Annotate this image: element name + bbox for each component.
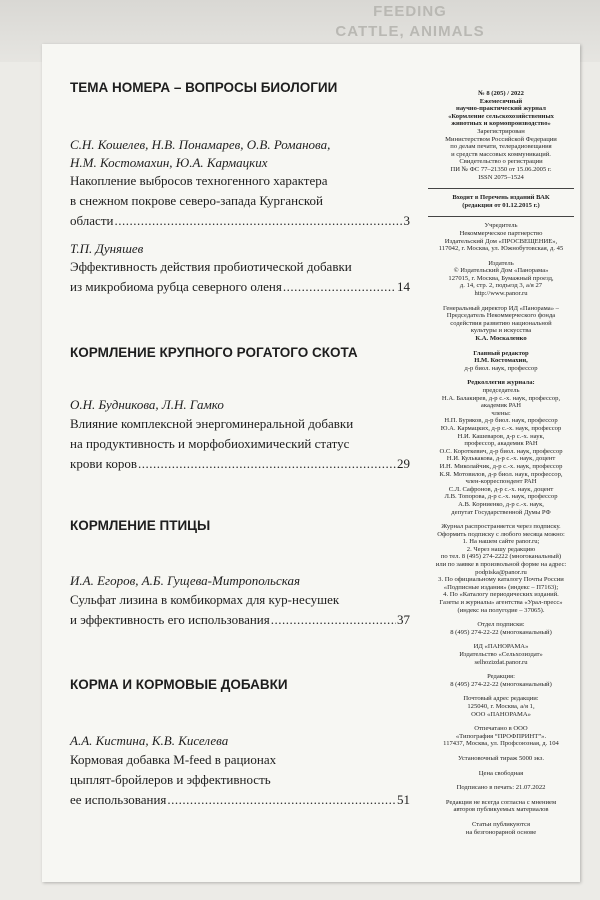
imprint-line: или по заявке в произвольной форме на адрес:: [435, 561, 567, 569]
imprint-block: [428, 799, 574, 814]
imprint-line: Н.М. Костомахин,: [474, 357, 528, 365]
article-authors: [70, 136, 415, 172]
imprint-block: [428, 770, 574, 778]
ghost-line: CATTLE, ANIMALS: [335, 23, 485, 40]
imprint-line: ООО «ПАНОРАМА»: [471, 710, 531, 718]
article-authors: [70, 572, 415, 590]
leader-dots: [138, 454, 396, 474]
authors-line: И.А. Егоров, А.Б. Гущева-Митропольская: [70, 573, 301, 588]
leader-dots: [167, 790, 396, 810]
imprint-line: Цена свободная: [478, 769, 524, 777]
article-authors: [70, 240, 415, 258]
imprint-line: 127015, г. Москва, Бумажный проезд,: [448, 274, 554, 282]
imprint-block: [428, 643, 574, 666]
article-authors: [70, 396, 415, 414]
title-line: области: [70, 213, 114, 228]
imprint-block: [428, 725, 574, 748]
imprint-line: http://www.panor.ru: [474, 290, 528, 298]
imprint-line: «Подписные издания» (индекс – П7163);: [443, 583, 559, 591]
imprint-line: Зарегистрирован: [477, 127, 525, 135]
imprint-line: Редакция не всегда согласна с мнением: [445, 798, 557, 806]
section-heading: КОРМЛЕНИЕ КРУПНОГО РОГАТОГО СКОТА: [70, 345, 358, 360]
imprint-line: К.А. Москаленко: [475, 335, 527, 343]
imprint-block: [428, 695, 574, 718]
imprint-line: Входит в Перечень изданий ВАК: [452, 194, 550, 202]
article-title[interactable]: [70, 590, 410, 630]
imprint-line: 8 (495) 274-22-22 (многоканальный): [450, 628, 552, 636]
imprint-line: содействия развитию национальной: [450, 319, 552, 327]
imprint-block: [428, 784, 574, 792]
title-line: Эффективность действия пробиотической добавки: [70, 259, 352, 274]
imprint-line: Установочный тираж 5000 экз.: [457, 754, 545, 762]
imprint-line: selhozizdat.panor.ru: [474, 658, 528, 666]
page-number: 51: [397, 792, 410, 807]
imprint-line: Отпечатано в ООО: [474, 725, 528, 733]
imprint-line: по делам печати, телерадиовещания: [450, 143, 552, 151]
title-line: Накопление выбросов техногенного характера: [70, 173, 328, 188]
imprint-block: [428, 90, 574, 181]
imprint-line: ПИ № ФС 77–21350 от 15.06.2005 г.: [450, 165, 552, 173]
imprint-line: профессор, академик РАН: [464, 440, 538, 448]
imprint-line: по тел. 8 (495) 274-2222 (многоканальный): [440, 553, 562, 561]
imprint-block: [428, 755, 574, 763]
imprint-line: Некоммерческое партнерство: [459, 229, 543, 237]
article-title[interactable]: [70, 257, 410, 297]
title-line: из микробиома рубца северного оленя: [70, 279, 282, 294]
section-heading: КОРМА И КОРМОВЫЕ ДОБАВКИ: [70, 677, 288, 692]
imprint-line: и средств массовых коммуникаций.: [451, 150, 551, 158]
imprint-line: Отдел подписки:: [477, 621, 525, 629]
imprint-line: № 8 (205) / 2022: [478, 90, 524, 97]
imprint-line: д-р биол. наук, профессор: [464, 364, 538, 372]
imprint-block: [428, 305, 574, 343]
imprint-line: депутат Государственной Думы РФ: [451, 508, 551, 516]
imprint-line: Генеральный директор ИД «Панорама» –: [443, 304, 559, 312]
imprint-line: Журнал распространяется через подписку.: [441, 523, 561, 531]
imprint-line: Свидетельство о регистрации: [459, 158, 543, 166]
toc-entry-row: [70, 790, 410, 810]
imprint-line: 2. Через нашу редакцию: [466, 545, 536, 553]
page-number: 37: [397, 612, 410, 627]
title-line: и эффективность его использования: [70, 612, 270, 627]
imprint-line: podpiska@panor.ru: [475, 568, 527, 576]
imprint-line: Статьи публикуются: [471, 820, 530, 828]
imprint-line: Редакция:: [487, 673, 515, 681]
imprint-line: А.В. Корниенко, д-р с.-х. наук,: [458, 500, 544, 508]
imprint-line: члены:: [491, 409, 511, 417]
title-line: цыплят-бройлеров и эффективность: [70, 772, 271, 787]
imprint-line: «Кормление сельскохозяйственных: [448, 112, 554, 120]
article-authors: [70, 732, 415, 750]
imprint-block: [428, 260, 574, 298]
imprint-line: 4. По «Каталогу периодических изданий.: [443, 591, 559, 599]
imprint-line: Л.В. Топорова, д-р с.-х. наук, профессор: [444, 493, 558, 501]
imprint-line: Редколлегия журнала:: [467, 379, 535, 387]
imprint-line: (редакция от 01.12.2015 г.): [462, 201, 540, 209]
imprint-line: Учредитель: [484, 222, 518, 230]
authors-line: Н.М. Костомахин, Ю.А. Кармацких: [70, 155, 268, 170]
title-line: Кормовая добавка M-feed в рационах: [70, 752, 277, 767]
imprint-line: Газеты и журналы» агентства «Урал-пресс»: [439, 599, 563, 607]
imprint-line: Ежемесячный: [479, 97, 523, 105]
imprint-line: © Издательский Дом «Панорама»: [453, 267, 549, 275]
divider: [428, 216, 574, 217]
leader-dots: [271, 610, 396, 630]
imprint-line: председатель: [482, 387, 520, 394]
imprint-line: «Типография “ПРОФПРИНТ”».: [455, 732, 547, 740]
imprint-block: [428, 222, 574, 252]
divider: [428, 188, 574, 189]
imprint-line: Издательство «Сельхозиздат»: [459, 651, 543, 658]
imprint-line: животных и кормопроизводство»: [451, 120, 551, 128]
imprint-line: И.Н. Миколайчик, д-р с.-х. наук, профессор: [439, 462, 563, 470]
leader-dots: [283, 277, 396, 297]
title-line: в снежном покрове северо-запада Курганской: [70, 193, 323, 208]
imprint-line: 8 (495) 274-22-22 (многоканальный): [450, 680, 552, 688]
imprint-line: Почтовый адрес редакции:: [463, 695, 539, 703]
imprint-line: Оформить подписку с любого месяца можно:: [437, 530, 565, 538]
imprint-line: Председатель Некоммерческого фонда: [446, 312, 556, 320]
page-number: 14: [397, 279, 410, 294]
toc-entry-row: [70, 211, 410, 231]
imprint-line: К.Я. Мотовилов, д-р биол. наук, профессор,: [439, 470, 563, 478]
imprint-line: д. 14, стр. 2, подъезд 3, а/я 27: [459, 282, 543, 290]
imprint-line: Подписано в печать: 21.07.2022: [456, 784, 546, 792]
imprint-line: Ю.А. Кармацких, д-р с.-х. наук, профессор: [440, 424, 562, 432]
imprint-line: Главный редактор: [473, 349, 529, 357]
imprint-line: на безгонорарной основе: [465, 828, 537, 836]
title-line: Влияние комплексной энергоминеральной добавки: [70, 416, 354, 431]
page-number: 29: [397, 456, 410, 471]
title-line: крови коров: [70, 456, 137, 471]
section-heading: ТЕМА НОМЕРА – ВОПРОСЫ БИОЛОГИИ: [70, 80, 338, 95]
imprint-block: [428, 379, 574, 516]
imprint-line: Н.А. Балакирев, д-р с.-х. наук, профессор,: [441, 394, 561, 402]
imprint-line: 3. По официальному каталогу Почты России: [438, 576, 564, 584]
leader-dots: [114, 211, 402, 231]
authors-line: А.А. Кистина, К.В. Киселева: [70, 733, 229, 748]
imprint-line: ISSN 2075–1524: [478, 173, 524, 181]
imprint-block: [428, 821, 574, 836]
imprint-column: [428, 90, 574, 843]
imprint-block: [428, 673, 574, 688]
imprint-line: Издательский Дом «ПРОСВЕЩЕНИЕ»,: [444, 237, 558, 245]
imprint-line: 1. На нашем сайте panor.ru;: [462, 538, 540, 546]
section-heading: КОРМЛЕНИЕ ПТИЦЫ: [70, 518, 211, 533]
imprint-line: 117042, г. Москва, ул. Южнобутовская, д. 45: [438, 245, 564, 253]
imprint-line: Министерством Российской Федерации: [445, 135, 557, 143]
imprint-block: [428, 621, 574, 636]
imprint-block: [428, 350, 574, 373]
toc-entry-row: [70, 610, 410, 630]
imprint-line: (индекс на полугодие – 37065).: [457, 606, 545, 614]
ghost-line: FEEDING: [373, 3, 447, 20]
page-number: 3: [403, 213, 410, 228]
toc-entry-row: [70, 277, 410, 297]
imprint-line: О.С. Короткевич, д-р биол. наук, профессор: [439, 447, 563, 455]
imprint-line: культуры и искусства: [470, 327, 532, 335]
imprint-block: [428, 194, 574, 209]
imprint-block: [428, 523, 574, 614]
imprint-line: академик РАН: [480, 402, 522, 410]
authors-line: Т.П. Дуняшев: [70, 241, 144, 256]
imprint-line: авторов публикуемых материалов: [453, 806, 549, 814]
article-title[interactable]: [70, 414, 410, 474]
article-title[interactable]: [70, 750, 410, 810]
imprint-line: С.Л. Сафронов, д-р с.-х. наук, доцент: [448, 485, 554, 493]
authors-line: О.Н. Будникова, Л.Н. Гамко: [70, 397, 224, 412]
imprint-line: член-корреспондент РАН: [465, 478, 537, 486]
authors-line: С.Н. Кошелев, Н.В. Понамарев, О.В. Романова,: [70, 137, 331, 152]
title-line: ее использования: [70, 792, 167, 807]
toc-entry-row: [70, 454, 410, 474]
imprint-line: научно-практический журнал: [456, 105, 546, 113]
title-line: Сульфат лизина в комбикормах для кур-несушек: [70, 592, 340, 607]
imprint-line: ИД «ПАНОРАМА»: [473, 643, 529, 651]
imprint-line: Н.И. Кашеваров, д-р с.-х. наук,: [457, 432, 545, 440]
imprint-line: 117437, Москва, ул. Профсоюзная, д. 104: [443, 740, 559, 748]
imprint-line: Издатель: [488, 259, 514, 267]
imprint-line: Н.И. Кулькакова, д-р с.-х. наук, доцент: [446, 455, 556, 463]
imprint-line: Н.П. Буряков, д-р биол. наук, профессор: [444, 417, 558, 425]
article-title[interactable]: [70, 171, 410, 231]
imprint-line: 125040, г. Москва, а/я 1,: [467, 702, 535, 710]
title-line: на продуктивность и морфобиохимический статус: [70, 436, 350, 451]
